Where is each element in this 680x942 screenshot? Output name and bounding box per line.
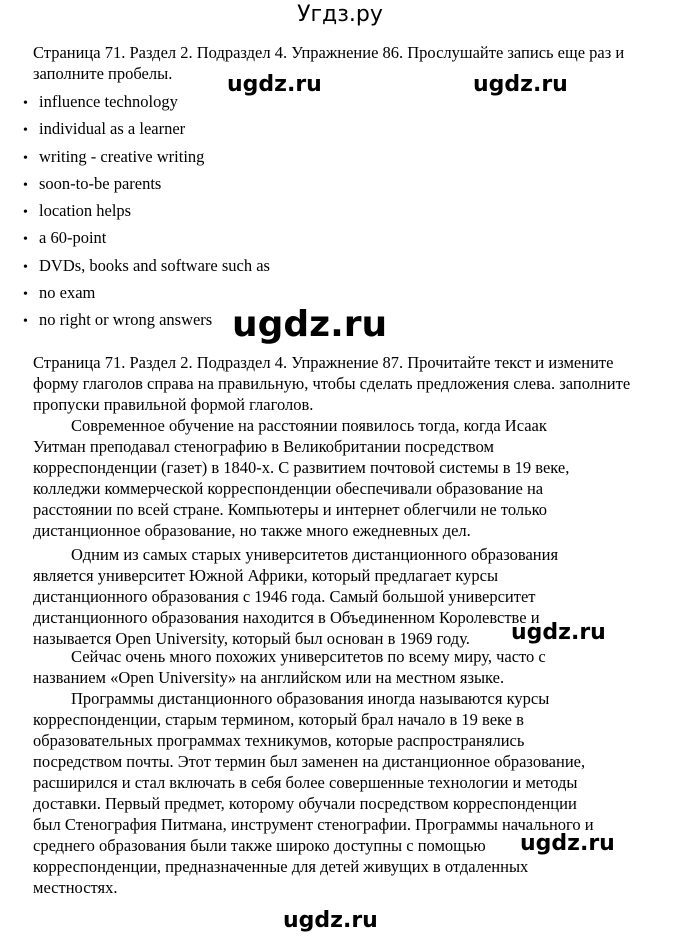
- exercise-86-heading: Страница 71. Раздел 2. Подраздел 4. Упражнение 86. Прослушайте запись еще раз и заполните пробелы.: [33, 43, 625, 83]
- answer-text: no exam: [39, 283, 96, 303]
- list-item: [23, 170, 270, 197]
- list-item: [23, 115, 270, 142]
- exercise-87-heading: Страница 71. Раздел 2. Подраздел 4. Упражнение 87. Прочитайте текст и измените форму глаголов справа на правильную, чтобы сделать предложения слева. заполните пропуски правильной формой глаголов.: [33, 353, 631, 414]
- bullet-icon: •: [23, 314, 28, 330]
- bullet-icon: •: [23, 150, 28, 166]
- bullet-icon: •: [23, 205, 28, 221]
- answer-text: soon-to-be parents: [39, 173, 162, 193]
- exercise-87-paragraph-1: Современное обучение на расстоянии появилось тогда, когда Исаак Уитман преподавал стенографию в Великобритании посредством корреспонденции (газет) в 1840-х. С развитием почтовой системы в 19 веке, колледжи коммерческой корреспонденции обеспечивали образование на расстоянии по всей стране. Компьютеры и интернет облегчили не только дистанционное образование, но также много ежедневных дел.: [33, 416, 570, 540]
- watermark-text: ugdz.ru: [473, 72, 568, 97]
- exercise-87-paragraph-2: Одним из самых старых университетов дистанционного образования является университет Южной Африки, который предлагает курсы дистанционного образования с 1946 года. Самый большой университет дистанционного образования находится в Объединенном Королевстве и называется Open University, который был основан в 1969 году.: [33, 545, 559, 648]
- answer-text: no right or wrong answers: [39, 310, 213, 330]
- watermark-text: ugdz.ru: [520, 831, 615, 856]
- watermark-text: ugdz.ru: [511, 620, 606, 645]
- list-item: [23, 197, 270, 224]
- answer-text: location helps: [39, 201, 132, 221]
- bullet-icon: •: [23, 123, 28, 139]
- list-item: [23, 279, 270, 306]
- list-item: [23, 143, 270, 170]
- site-title: Угдз.ру: [297, 2, 383, 27]
- bullet-icon: •: [23, 287, 28, 303]
- answer-text: writing - creative writing: [39, 146, 205, 166]
- bullet-icon: •: [23, 96, 28, 111]
- answer-text: a 60-point: [39, 228, 107, 248]
- watermark-text: ugdz.ru: [232, 304, 388, 345]
- watermark-text: ugdz.ru: [227, 72, 322, 97]
- bullet-icon: •: [23, 259, 28, 275]
- bullet-icon: •: [23, 232, 28, 248]
- list-item: [23, 252, 270, 279]
- answer-text: influence technology: [39, 92, 178, 111]
- exercise-87-paragraph-3: Сейчас очень много похожих университетов по всему миру, часто с названием «Open University» на английском или на местном языке.: [33, 647, 546, 687]
- footer-watermark: ugdz.ru: [283, 908, 378, 933]
- answer-text: DVDs, books and software such as: [39, 255, 270, 275]
- exercise-87-paragraph-4: Программы дистанционного образования иногда называются курсы корреспонденции, старым термином, который брал начало в 19 веке в образовательных программах техникумов, которые распространялись посредством почты. Этот термин был заменен на дистанционное образование, расширился и стал включать в себя более совершенные технологии и методы доставки. Первый предмет, которому обучали посредством корреспонденции был Стенография Питмана, инструмент стенографии. Программы начального и среднего образования были также широко доступны с помощью корреспонденции, предназначенные для детей живущих в отдаленных местностях.: [33, 689, 594, 897]
- bullet-icon: •: [23, 177, 28, 193]
- list-item: [23, 224, 270, 251]
- exercise-86-answer-list: [23, 88, 270, 334]
- answer-text: individual as a learner: [39, 119, 186, 139]
